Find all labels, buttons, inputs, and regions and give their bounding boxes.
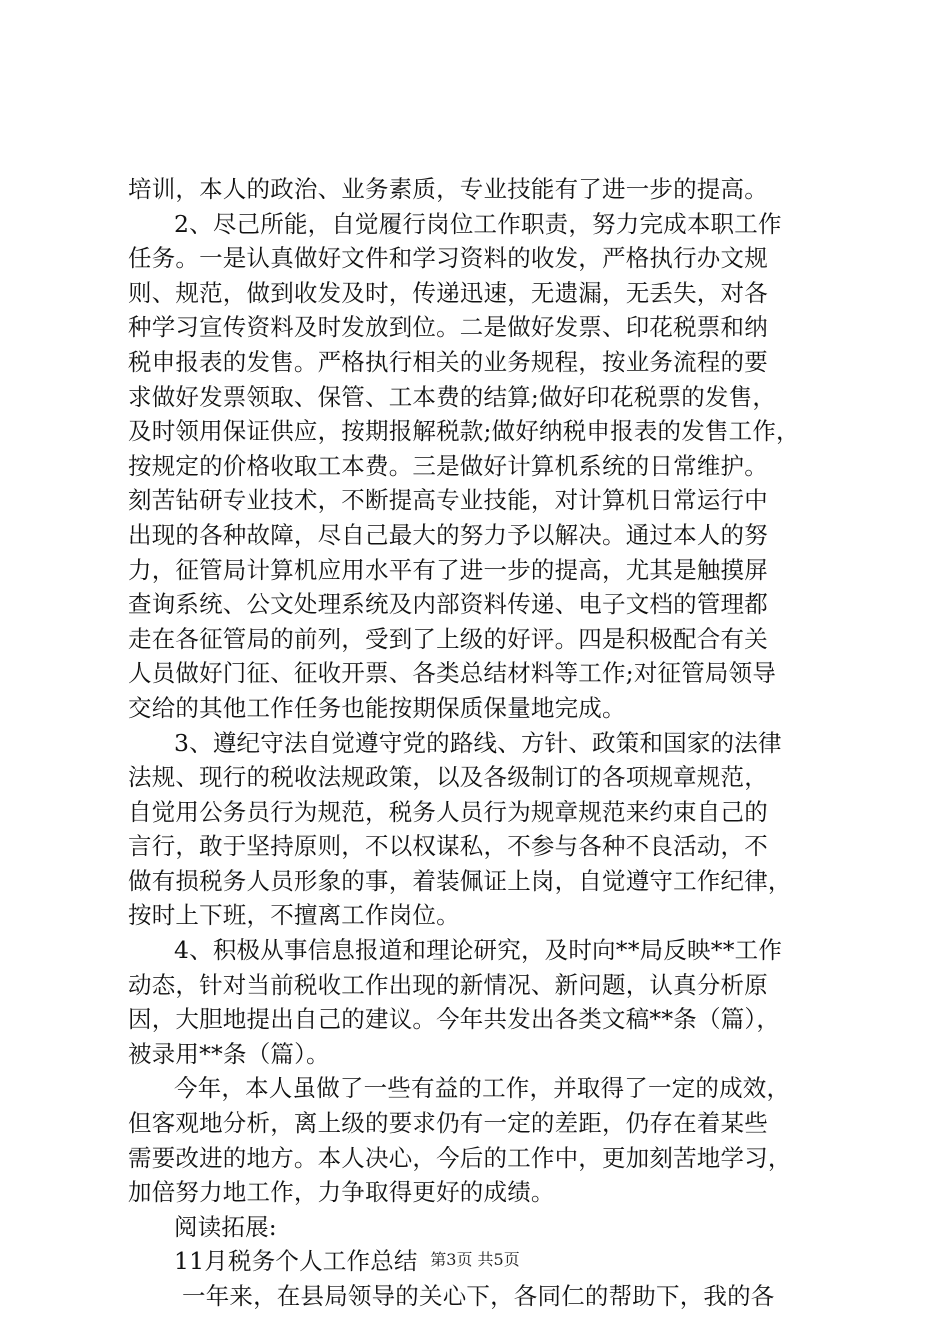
text-line: 则、规范，做到收发及时，传递迅速，无遗漏，无丢失，对各 xyxy=(128,278,768,307)
article-title: 11月税务个人工作总结 xyxy=(174,1247,418,1276)
reading-extension-heading: 阅读拓展: xyxy=(174,1212,277,1241)
text-line: 刻苦钻研专业技术，不断提高专业技能，对计算机日常运行中 xyxy=(128,486,768,515)
text-line: 被录用**条（篇）。 xyxy=(128,1039,330,1068)
text-line: 言行，敢于坚持原则，不以权谋私，不参与各种不良活动，不 xyxy=(128,832,768,861)
text-line: 求做好发票领取、保管、工本费的结算;做好印花税票的发售， xyxy=(128,382,777,411)
text-line: 因，大胆地提出自己的建议。今年共发出各类文稿**条（篇）， xyxy=(128,1005,781,1034)
text-line: 培训，本人的政治、业务素质，专业技能有了进一步的提高。 xyxy=(128,175,768,203)
text-line: 法规、现行的税收法规政策，以及各级制订的各项规章规范， xyxy=(128,763,768,792)
text-line: 种学习宣传资料及时发放到位。二是做好发票、印花税票和纳 xyxy=(128,313,768,342)
text-line: 力，征管局计算机应用水平有了进一步的提高，尤其是触摸屏 xyxy=(128,555,768,584)
article-first-line: 一年来，在县局领导的关心下，各同仁的帮助下，我的各 xyxy=(182,1282,775,1310)
text-line: 但客观地分析，离上级的要求仍有一定的差距，仍存在着某些 xyxy=(128,1109,768,1138)
text-line: 需要改进的地方。本人决心，今后的工作中，更加刻苦地学习， xyxy=(128,1143,792,1172)
text-line: 动态，针对当前税收工作出现的新情况、新问题，认真分析原 xyxy=(128,970,768,999)
text-line: 自觉用公务员行为规范，税务人员行为规章规范来约束自己的 xyxy=(128,797,768,826)
text-line: 任务。一是认真做好文件和学习资料的收发，严格执行办文规 xyxy=(128,244,768,273)
text-line: 查询系统、公文处理系统及内部资料传递、电子文档的管理都 xyxy=(128,590,768,619)
body-text xyxy=(128,172,840,1314)
text-line: 加倍努力地工作，力争取得更好的成绩。 xyxy=(128,1178,555,1207)
paragraph-4-start: 4、积极从事信息报道和理论研究，及时向**局反映**工作 xyxy=(174,936,783,965)
paragraph-3-start: 3、遵纪守法自觉遵守党的路线、方针、政策和国家的法律 xyxy=(174,728,782,757)
text-line: 按规定的价格收取工本费。三是做好计算机系统的日常维护。 xyxy=(128,451,768,480)
text-line: 及时领用保证供应，按期报解税款;做好纳税申报表的发售工作， xyxy=(128,417,800,446)
text-line: 交给的其他工作任务也能按期保质保量地完成。 xyxy=(128,693,626,722)
paragraph-summary-start: 今年，本人虽做了一些有益的工作，并取得了一定的成效， xyxy=(174,1074,791,1103)
text-line: 做有损税务人员形象的事，着装佩证上岗，自觉遵守工作纪律， xyxy=(128,866,792,895)
paragraph-2-start: 2、尽己所能，自觉履行岗位工作职责，努力完成本职工作 xyxy=(174,209,782,238)
text-line: 走在各征管局的前列，受到了上级的好评。四是积极配合有关 xyxy=(128,624,768,653)
text-line: 出现的各种故障，尽自己最大的努力予以解决。通过本人的努 xyxy=(128,520,768,549)
text-line: 按时上下班，不擅离工作岗位。 xyxy=(128,901,460,930)
page-number-footer: 第3页 共5页 xyxy=(430,1250,520,1269)
text-line: 人员做好门征、征收开票、各类总结材料等工作;对征管局领导 xyxy=(128,659,777,688)
text-line: 税申报表的发售。严格执行相关的业务规程，按业务流程的要 xyxy=(128,347,768,376)
